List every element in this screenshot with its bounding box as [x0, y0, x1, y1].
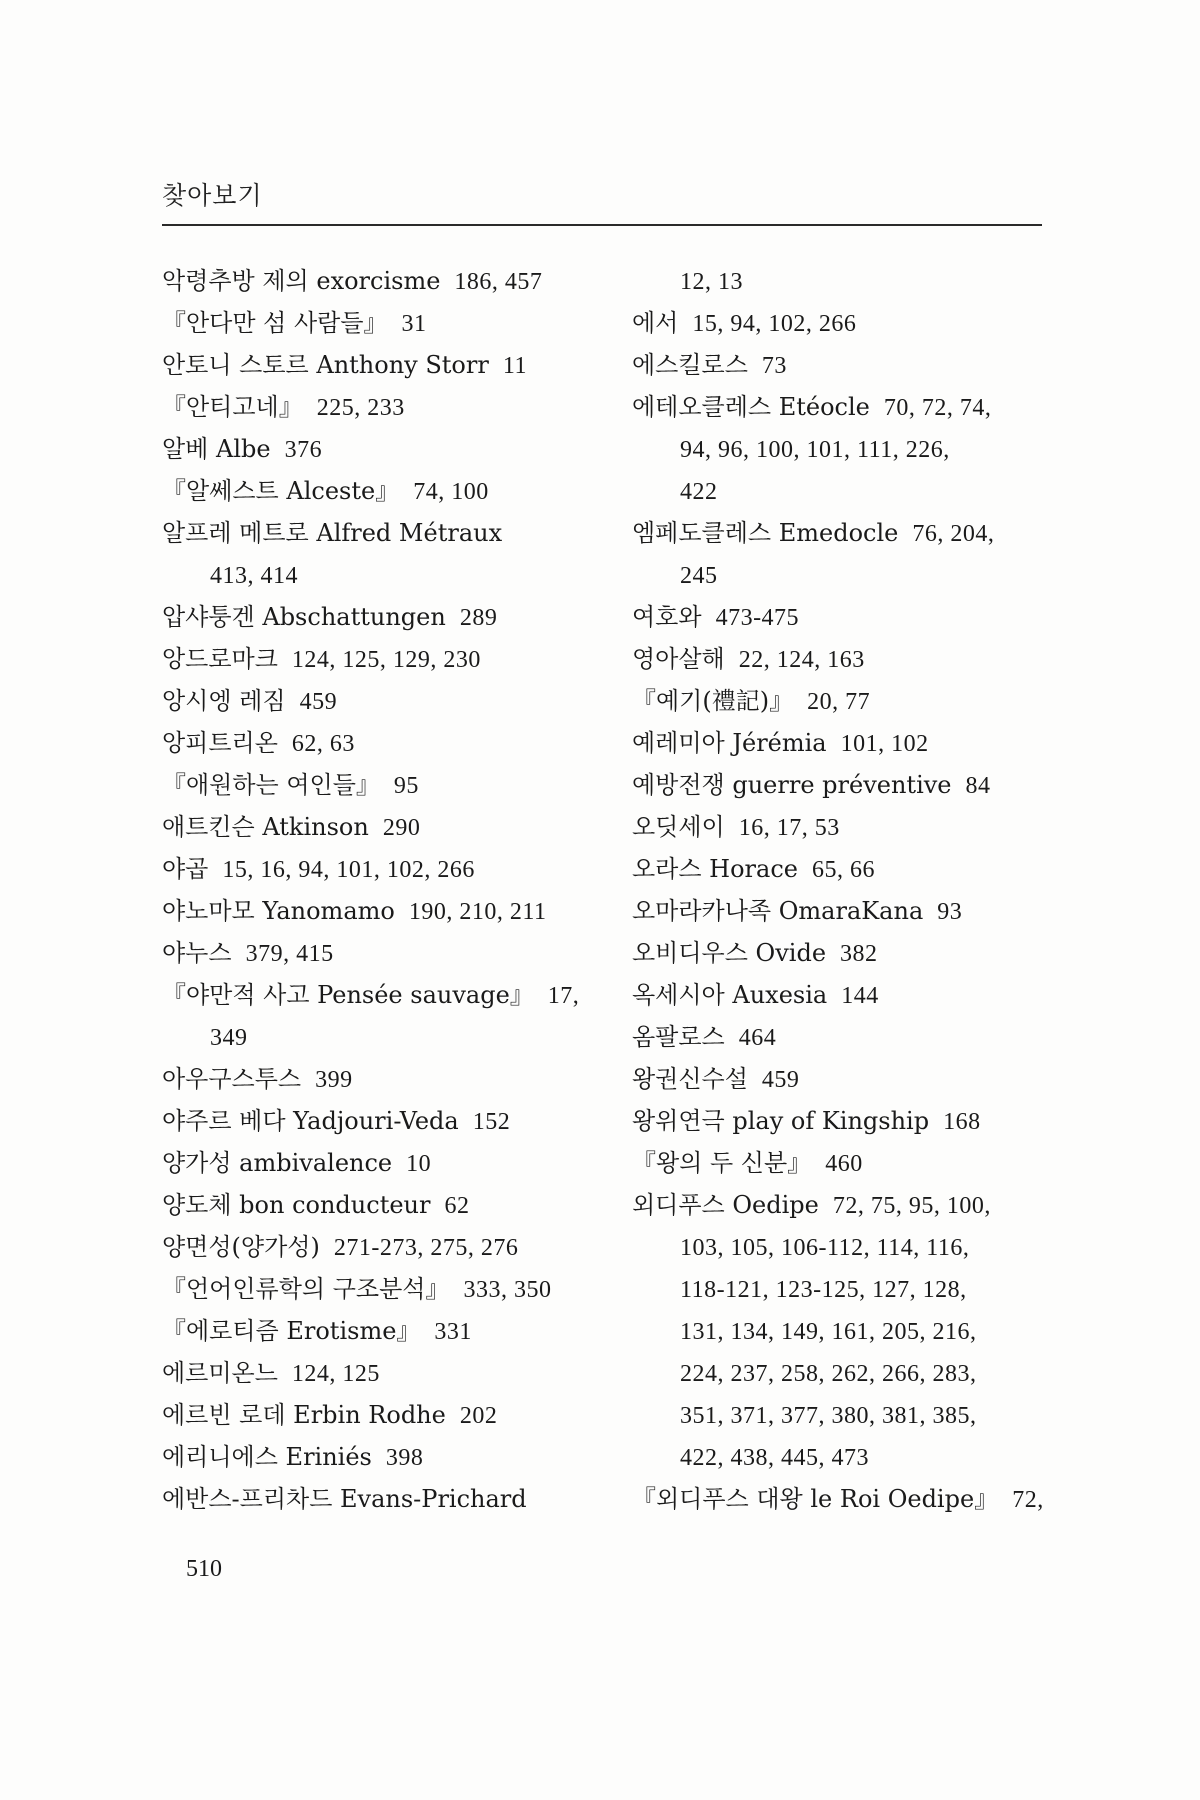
- index-entry: [632, 806, 1050, 848]
- index-page-refs: 76, 204,: [912, 521, 995, 547]
- index-page-refs: 16, 17, 53: [738, 815, 840, 841]
- index-term: 『예기(禮記)』: [632, 687, 794, 715]
- index-term: 압샤퉁겐 Abschattungen: [162, 603, 446, 631]
- index-page-refs: 224, 237, 258, 262, 266, 283,: [680, 1361, 977, 1387]
- index-page-refs: 70, 72, 74,: [883, 395, 992, 421]
- index-page-refs: 289: [459, 605, 498, 631]
- index-entry: [632, 890, 1050, 932]
- index-term: 애트킨슨 Atkinson: [162, 813, 369, 841]
- index-entry: [162, 1226, 592, 1268]
- index-term: 양면성(양가성): [162, 1233, 320, 1261]
- index-page-refs: 464: [738, 1025, 777, 1051]
- index-page-refs: 290: [382, 815, 421, 841]
- index-entry: [632, 596, 1050, 638]
- index-term: 『알쎄스트 Alceste』: [162, 477, 400, 505]
- index-term: 왕권신수설: [632, 1065, 748, 1093]
- index-term: 예레미아 Jérémia: [632, 729, 827, 757]
- index-page-refs: 124, 125, 129, 230: [291, 647, 481, 673]
- index-entry: [632, 344, 1050, 386]
- index-page-refs: 333, 350: [463, 1277, 552, 1303]
- index-entry: [632, 1352, 1050, 1394]
- page-title: 찾아보기: [162, 181, 263, 210]
- index-page-refs: 62: [444, 1193, 470, 1219]
- index-term: 알베 Albe: [162, 435, 271, 463]
- index-entry: [162, 1268, 592, 1310]
- index-term: 오비디우스 Ovide: [632, 939, 827, 967]
- index-term: 에반스-프리차드 Evans-Prichard: [162, 1485, 527, 1513]
- index-entry: [162, 1436, 592, 1478]
- index-entry: [632, 680, 1050, 722]
- index-entry: [162, 302, 592, 344]
- index-entry: [632, 1478, 1050, 1520]
- index-entry: [162, 1100, 592, 1142]
- index-term: 『언어인류학의 구조분석』: [162, 1275, 450, 1303]
- index-entry: [632, 974, 1050, 1016]
- index-term: 야노마모 Yanomamo: [162, 897, 395, 925]
- index-entry: [632, 1394, 1050, 1436]
- index-page-refs: 459: [299, 689, 338, 715]
- index-term: 에르미온느: [162, 1359, 278, 1387]
- index-page-refs: 473-475: [715, 605, 800, 631]
- index-page-refs: 124, 125: [291, 1361, 380, 1387]
- index-page-refs: 245: [680, 563, 718, 589]
- index-entry: [632, 470, 1050, 512]
- index-page-refs: 225, 233: [316, 395, 405, 421]
- index-entry: [162, 428, 592, 470]
- index-entry: [632, 302, 1050, 344]
- index-entry: [162, 260, 592, 302]
- index-entry: [632, 1142, 1050, 1184]
- index-entry: [162, 596, 592, 638]
- index-entry: [632, 1268, 1050, 1310]
- index-entry: [162, 1184, 592, 1226]
- index-term: 외디푸스 Oedipe: [632, 1191, 819, 1219]
- index-term: 예방전쟁 guerre préventive: [632, 771, 952, 799]
- index-entry: [162, 386, 592, 428]
- index-page-refs: 118-121, 123-125, 127, 128,: [680, 1277, 967, 1303]
- index-page-refs: 84: [965, 773, 991, 799]
- header-divider: [162, 224, 1042, 226]
- index-page-refs: 31: [401, 311, 427, 337]
- index-page-refs: 20, 77: [807, 689, 871, 715]
- index-entry: [162, 890, 592, 932]
- index-term: 에테오클레스 Etéocle: [632, 393, 870, 421]
- index-page-refs: 12, 13: [680, 269, 743, 295]
- index-entry: [632, 1016, 1050, 1058]
- index-entry: [162, 974, 592, 1016]
- index-term: 오딧세이: [632, 813, 725, 841]
- index-page-refs: 101, 102: [840, 731, 929, 757]
- index-page-refs: 144: [841, 983, 879, 1009]
- index-entry: [162, 1478, 592, 1520]
- index-term: 오마라카나족 OmaraKana: [632, 897, 924, 925]
- index-page-refs: 103, 105, 106-112, 114, 116,: [680, 1235, 970, 1261]
- index-entry: [632, 1058, 1050, 1100]
- index-page-refs: 351, 371, 377, 380, 381, 385,: [680, 1403, 977, 1429]
- index-entry: [162, 344, 592, 386]
- index-entry: [162, 512, 592, 554]
- index-entry: [632, 932, 1050, 974]
- index-page-refs: 17,: [547, 983, 580, 1009]
- index-term: 『외디푸스 대왕 le Roi Oedipe』: [632, 1485, 999, 1513]
- index-page-refs: 74, 100: [413, 479, 489, 505]
- index-page-refs: 94, 96, 100, 101, 111, 226,: [680, 437, 950, 463]
- index-entry: [632, 512, 1050, 554]
- index-term: 『에로티즘 Erotisme』: [162, 1317, 421, 1345]
- index-entry: [632, 1436, 1050, 1478]
- index-entry: [632, 1184, 1050, 1226]
- index-column-right: [632, 260, 1050, 1520]
- index-page-refs: 382: [840, 941, 878, 967]
- index-page-refs: 422: [680, 479, 718, 505]
- index-entry: [162, 638, 592, 680]
- index-entry: [162, 1394, 592, 1436]
- index-entry: [632, 638, 1050, 680]
- index-page-refs: 73: [761, 353, 787, 379]
- index-entry: [632, 848, 1050, 890]
- index-term: 앙드로마크: [162, 645, 278, 673]
- index-page-refs: 62, 63: [291, 731, 355, 757]
- index-page-refs: 22, 124, 163: [738, 647, 865, 673]
- index-term: 양도체 bon conducteur: [162, 1191, 431, 1219]
- index-entry: [632, 554, 1050, 596]
- index-term: 왕위연극 play of Kingship: [632, 1107, 930, 1135]
- index-term: 『왕의 두 신분』: [632, 1149, 812, 1177]
- index-term: 오라스 Horace: [632, 855, 798, 883]
- index-term: 안토니 스토르 Anthony Storr: [162, 351, 489, 379]
- index-term: 『안다만 섬 사람들』: [162, 309, 388, 337]
- index-page-refs: 398: [385, 1445, 424, 1471]
- index-term: 앙시엥 레짐: [162, 687, 286, 715]
- index-page-refs: 95: [393, 773, 419, 799]
- index-term: 『야만적 사고 Pensée sauvage』: [162, 981, 534, 1009]
- index-term: 에리니에스 Eriniés: [162, 1443, 372, 1471]
- index-page-refs: 271-273, 275, 276: [333, 1235, 519, 1261]
- index-page-refs: 331: [434, 1319, 472, 1345]
- index-entry: [162, 554, 592, 596]
- index-term: 에스킬로스: [632, 351, 748, 379]
- index-term: 앙피트리온: [162, 729, 278, 757]
- index-term: 에서: [632, 309, 679, 337]
- index-entry: [632, 386, 1050, 428]
- index-page-refs: 11: [502, 353, 527, 379]
- index-page-refs: 152: [472, 1109, 511, 1135]
- index-term: 『안티고네』: [162, 393, 303, 421]
- index-entry: [632, 1226, 1050, 1268]
- index-entry: [162, 722, 592, 764]
- index-page-refs: 413, 414: [210, 563, 298, 589]
- index-entry: [162, 806, 592, 848]
- index-page-refs: 190, 210, 211: [408, 899, 547, 925]
- index-page-refs: 376: [284, 437, 323, 463]
- index-term: 야주르 베다 Yadjouri-Veda: [162, 1107, 459, 1135]
- index-entry: [632, 428, 1050, 470]
- index-entry: [162, 848, 592, 890]
- index-entry: [162, 1016, 592, 1058]
- index-entry: [162, 1142, 592, 1184]
- index-page-refs: 15, 16, 94, 101, 102, 266: [222, 857, 475, 883]
- index-term: 아우구스투스: [162, 1065, 302, 1093]
- index-term: 영아살해: [632, 645, 725, 673]
- index-entry: [162, 1058, 592, 1100]
- index-entry: [162, 1310, 592, 1352]
- index-column-left: [162, 260, 592, 1520]
- index-term: 여호와: [632, 603, 702, 631]
- index-term: 악령추방 제의 exorcisme: [162, 267, 441, 295]
- index-term: 엠페도클레스 Emedocle: [632, 519, 899, 547]
- index-entry: [162, 764, 592, 806]
- index-page-refs: 131, 134, 149, 161, 205, 216,: [680, 1319, 977, 1345]
- index-page-refs: 15, 94, 102, 266: [692, 311, 857, 337]
- index-page-refs: 399: [315, 1067, 353, 1093]
- index-page-refs: 349: [210, 1025, 248, 1051]
- index-page-refs: 422, 438, 445, 473: [680, 1445, 869, 1471]
- index-entry: [632, 764, 1050, 806]
- index-entry: [632, 260, 1050, 302]
- index-term: 야곱: [162, 855, 209, 883]
- index-term: 옴팔로스: [632, 1023, 725, 1051]
- index-page-refs: 186, 457: [454, 269, 543, 295]
- index-page-refs: 168: [943, 1109, 981, 1135]
- index-entry: [162, 1352, 592, 1394]
- page-number: 510: [186, 1556, 222, 1582]
- index-page-refs: 379, 415: [245, 941, 334, 967]
- index-page-refs: 459: [761, 1067, 800, 1093]
- index-page-refs: 72,: [1012, 1487, 1044, 1513]
- index-entry: [632, 1100, 1050, 1142]
- index-entry: [162, 680, 592, 722]
- index-entry: [162, 932, 592, 974]
- index-entry: [632, 722, 1050, 764]
- index-page-refs: 72, 75, 95, 100,: [832, 1193, 991, 1219]
- index-entry: [162, 470, 592, 512]
- index-entry: [632, 1310, 1050, 1352]
- index-term: 『애원하는 여인들』: [162, 771, 380, 799]
- index-term: 옥세시아 Auxesia: [632, 981, 828, 1009]
- index-page-refs: 202: [459, 1403, 498, 1429]
- index-page-refs: 10: [406, 1151, 432, 1177]
- index-term: 양가성 ambivalence: [162, 1149, 393, 1177]
- index-term: 야누스: [162, 939, 232, 967]
- index-term: 알프레 메트로 Alfred Métraux: [162, 519, 503, 547]
- index-page-refs: 93: [937, 899, 963, 925]
- index-page-refs: 65, 66: [812, 857, 875, 883]
- index-term: 에르빈 로데 Erbin Rodhe: [162, 1401, 446, 1429]
- index-page-refs: 460: [825, 1151, 863, 1177]
